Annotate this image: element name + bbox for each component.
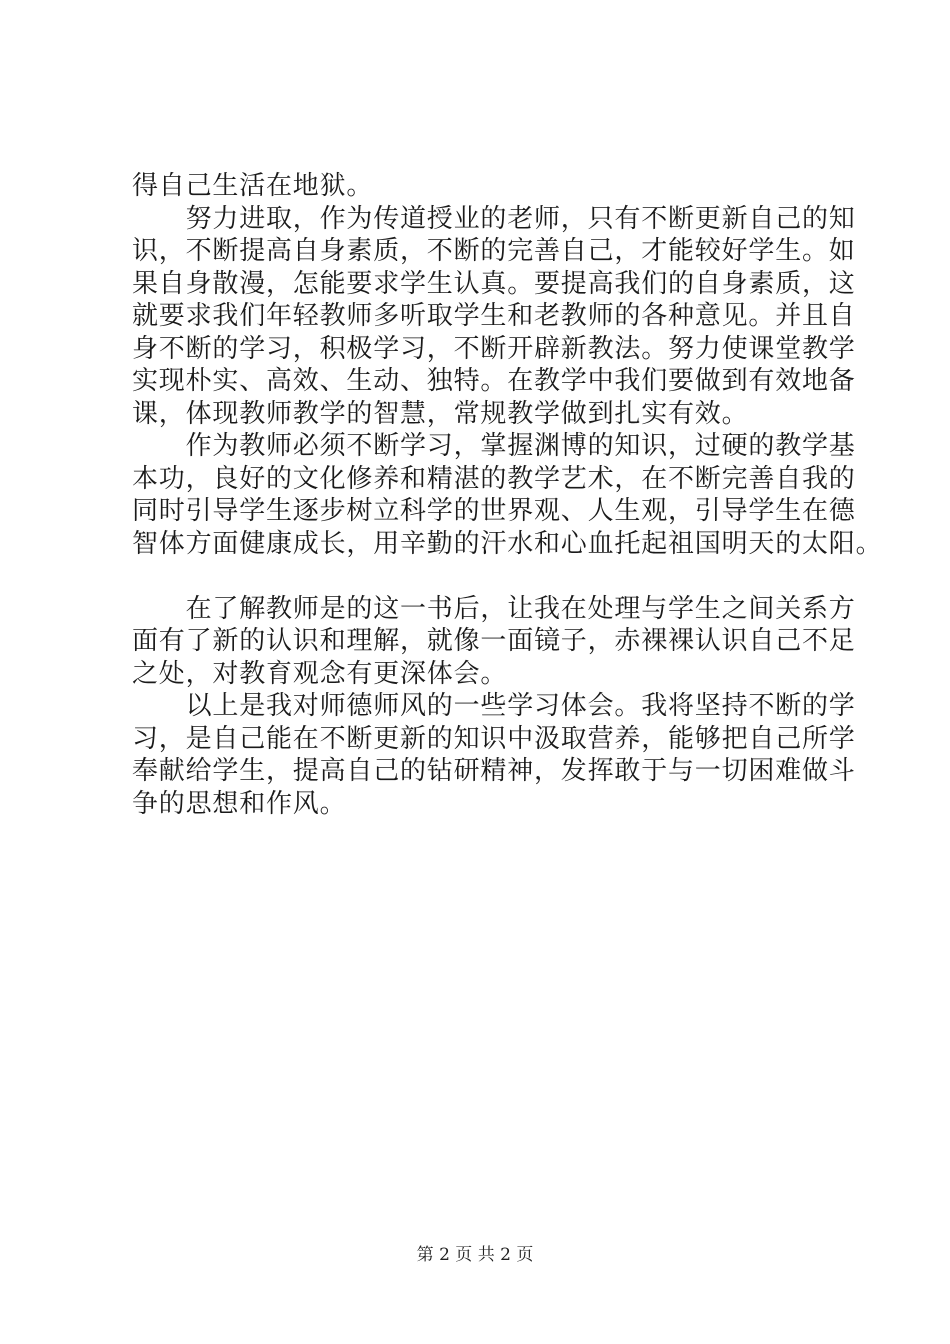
text-line: 识，不断提高自身素质，不断的完善自己，才能较好学生。如 [132,236,856,266]
document-body [132,170,883,820]
text-line: 就要求我们年轻教师多听取学生和老教师的各种意见。并且自 [132,301,856,331]
text-line: 得自己生活在地狱。 [132,171,374,201]
text-line: 在了解教师是的这一书后，让我在处理与学生之间关系方 [132,593,856,624]
text-line: 习，是自己能在不断更新的知识中汲取营养，能够把自己所学 [132,723,856,754]
text-line: 以上是我对师德师风的一些学习体会。我将坚持不断的学 [132,691,856,721]
text-line: 智体方面健康成长，用辛勤的汗水和心血托起祖国明天的太阳。 [132,528,883,559]
text-line: 努力进取，作为传道授业的老师，只有不断更新自己的知 [132,203,856,234]
text-line: 之处，对教育观念有更深体会。 [132,658,508,689]
text-line: 奉献给学生，提高自己的钻研精神，发挥敢于与一切困难做斗 [132,756,856,786]
text-line: 争的思想和作风。 [132,788,347,819]
text-line: 实现朴实、高效、生动、独特。在教学中我们要做到有效地备 [132,366,856,396]
text-line: 果自身散漫，怎能要求学生认真。要提高我们的自身素质，这 [132,268,856,299]
text-line: 作为教师必须不断学习，掌握渊博的知识，过硬的教学基 [132,431,856,461]
page-number-footer: 第 2 页 共 2 页 [416,1245,534,1265]
text-line: 本功，良好的文化修养和精湛的教学艺术，在不断完善自我的 [132,463,856,494]
text-line: 面有了新的认识和理解，就像一面镜子，赤裸裸认识自己不足 [132,626,856,656]
paragraph-gap [132,560,852,593]
text-line: 同时引导学生逐步树立科学的世界观、人生观，引导学生在德 [132,496,856,526]
text-line: 身不断的学习，积极学习，不断开辟新教法。努力使课堂教学 [132,333,856,364]
text-line: 课，体现教师教学的智慧，常规教学做到扎实有效。 [132,398,749,429]
